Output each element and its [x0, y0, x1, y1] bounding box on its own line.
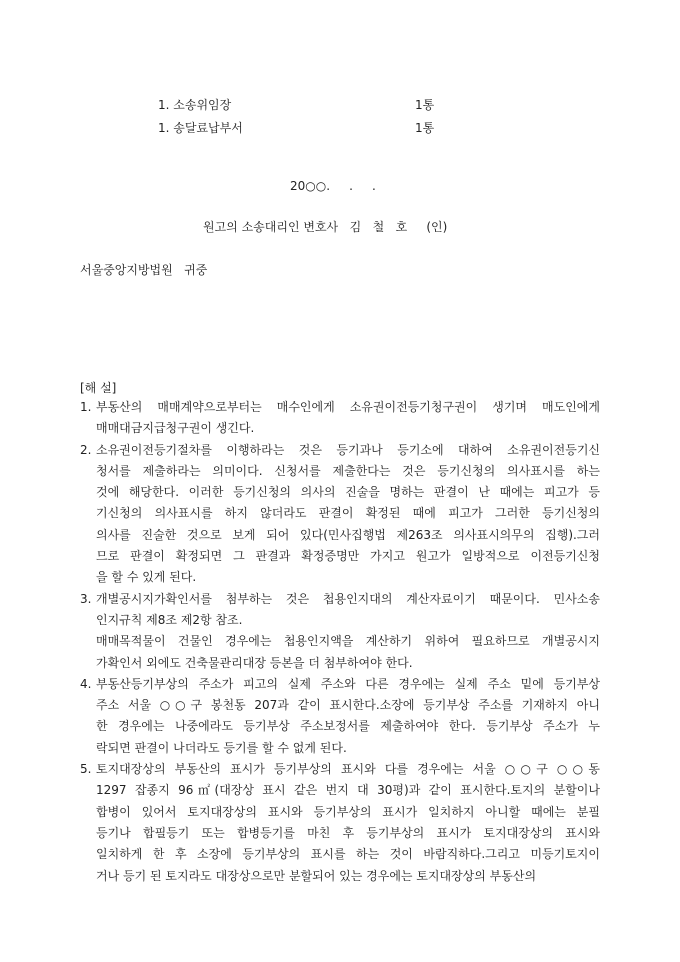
attachment-label-power-of-attorney: 1. 소송위임장: [158, 98, 232, 112]
commentary-item: [80, 674, 600, 759]
commentary-item: [80, 589, 600, 674]
document-date: 20○○. . .: [290, 179, 376, 193]
commentary-item-number: 4.: [80, 676, 92, 691]
commentary-line: 소유권이전등기절차를 이행하라는 것은 등기과나 등기소에 대하여 소유권이전등기신: [96, 442, 600, 457]
commentary-line: 합병이 있어서 토지대장상의 표시와 등기부상의 표시가 일치하지 아니할 때에는 분필: [96, 804, 600, 819]
commentary-line: 의사를 진술한 것으로 보게 되어 있다(민사집행법 제263조 의사표시의무의 집행).그러: [96, 527, 600, 542]
commentary-item-number: 1.: [80, 400, 92, 414]
commentary-item-number: 3.: [80, 591, 92, 606]
commentary-item-number: 5.: [80, 762, 92, 777]
commentary-line: 매매대금지급청구권이 생긴다.: [96, 421, 255, 436]
commentary-extra-line: 매매목적물이 건물인 경우에는 첩용인지액을 계산하기 위하여 필요하므로 개별공시지: [96, 634, 600, 649]
commentary-item: [80, 440, 600, 589]
commentary-line: 청서를 제출하라는 의미이다. 신청서를 제출한다는 것은 등기신청의 의사표시를 하는: [96, 463, 600, 478]
court-addressee: 서울중앙지방법원 귀중: [80, 263, 208, 277]
attachment-count-service-fee-receipt: 1통: [415, 121, 435, 135]
commentary-item: [80, 397, 600, 440]
commentary-item: [80, 759, 600, 887]
attachment-label-service-fee-receipt: 1. 송달료납부서: [158, 121, 243, 135]
attachment-count-power-of-attorney: 1통: [415, 98, 435, 112]
commentary-heading: [해 설]: [80, 381, 117, 395]
commentary-line: 1297 잡종지 96㎡(대장상 표시 같은 번지 대 30평)과 같이 표시한다.토지의 분할이나: [96, 783, 600, 798]
commentary-line: 등기나 합필등기 또는 합병등기를 마친 후 등기부상의 표시가 토지대장상의 표시와: [96, 825, 600, 840]
commentary-line: 일치하게 한 후 소장에 등기부상의 표시를 하는 것이 바람직하다.그리고 미등기토지이: [96, 847, 600, 862]
commentary-item-number: 2.: [80, 442, 92, 457]
commentary-line: 부동산등기부상의 주소가 피고의 실제 주소와 다른 경우에는 실제 주소 밑에 등기부상: [96, 676, 600, 691]
attorney-signature-line: 원고의 소송대리인 변호사 김 철 호 (인): [203, 220, 448, 234]
commentary-line: 므로 판결이 확정되면 그 판결과 확정증명만 가지고 원고가 일방적으로 이전등기신청: [96, 549, 600, 564]
commentary-line: 것에 해당한다. 이러한 등기신청의 의사의 진술을 명하는 판결이 난 때에는 피고가 등: [96, 485, 600, 500]
commentary-line: 거나 등기 된 토지라도 대장상으로만 분할되어 있는 경우에는 토지대장상의 부동산의: [96, 868, 537, 883]
commentary-line: 락되면 판결이 나더라도 등기를 할 수 없게 된다.: [96, 740, 347, 755]
commentary-line: 개별공시지가확인서를 첨부하는 것은 첩용인지대의 계산자료이기 때문이다. 민사소송: [96, 591, 600, 606]
commentary-extra-line: 가확인서 외에도 건축물관리대장 등본을 더 첨부하여야 한다.: [96, 655, 413, 670]
commentary-line: 한 경우에는 나중에라도 등기부상 주소보정서를 제출하여야 한다. 등기부상 주소가 누: [96, 719, 600, 734]
commentary-line: 인지규칙 제8조 제2항 참조.: [96, 612, 243, 627]
commentary-line: 토지대장상의 부동산의 표시가 등기부상의 표시와 다를 경우에는 서울 ○○구 ○○동: [96, 762, 600, 777]
commentary-list: [80, 397, 600, 887]
commentary-line: 을 할 수 있게 된다.: [96, 570, 197, 585]
commentary-line: 기신청의 의사표시를 하지 않더라도 판결이 확정된 때에 피고가 그러한 등기신청의: [96, 506, 600, 521]
commentary-line: 부동산의 매매계약으로부터는 매수인에게 소유권이전등기청구권이 생기며 매도인에게: [96, 400, 600, 414]
commentary-line: 주소 서울 ○○구 봉천동 207과 같이 표시한다.소장에 등기부상 주소를 기재하지 아니: [96, 698, 600, 713]
